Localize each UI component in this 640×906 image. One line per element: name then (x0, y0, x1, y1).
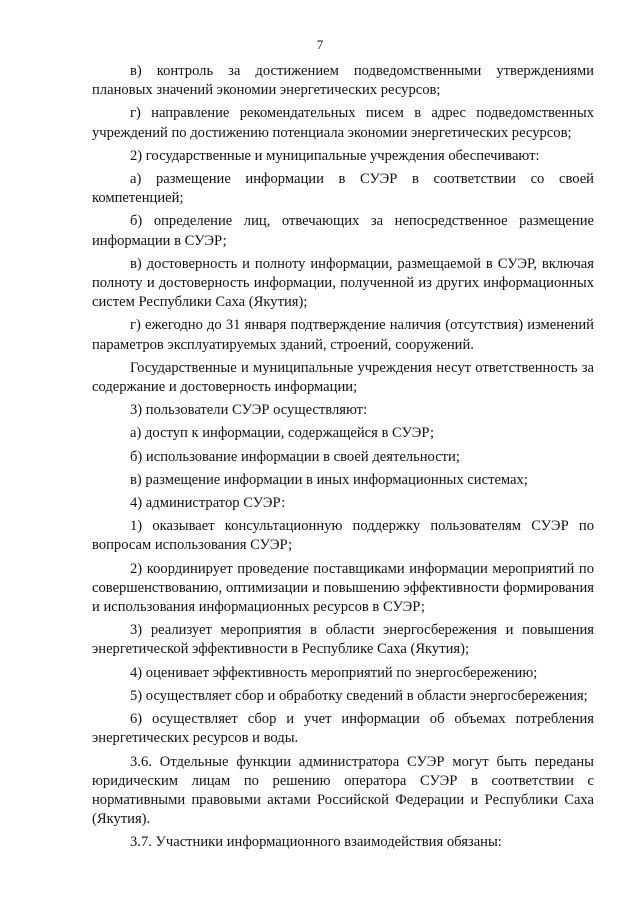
paragraph-users-v: в) размещение информации в иных информационных системах; (130, 471, 528, 488)
paragraph-institutions-provide: 2) государственные и муниципальные учреждения обеспечивают: (130, 147, 540, 164)
paragraph-2g-annual: г) ежегодно до 31 января подтверждение наличия (отсутствия) изменений параметров эксплуатируемых зданий, строений, сооружений. (92, 317, 594, 353)
paragraph-admin-4: 4) оценивает эффективность мероприятий по энергосбережению; (130, 664, 538, 681)
paragraph-users: 3) пользователи СУЭР осуществляют: (130, 402, 368, 419)
paragraph-2a-placement: а) размещение информации в СУЭР в соответствии со своей компетенцией; (92, 171, 594, 207)
paragraph-3v-control: в) контроль за достижением подведомственными утверждениями плановых значений экономии энергетических ресурсов; (92, 63, 594, 99)
document-body (92, 62, 594, 853)
paragraph-users-b: б) использование информации в своей деятельности; (130, 448, 460, 465)
paragraph-3g-letters: г) направление рекомендательных писем в адрес подведомственных учреждений по достижению потенциала экономии энергетических ресурсов; (92, 105, 594, 141)
paragraph-users-a: а) доступ к информации, содержащейся в СУЭР; (130, 425, 435, 442)
paragraph-administrator: 4) администратор СУЭР: (130, 495, 286, 512)
paragraph-admin-1: 1) оказывает консультационную поддержку пользователям СУЭР по вопросам использования СУЭР; (92, 518, 594, 554)
paragraph-admin-2: 2) координирует проведение поставщиками информации мероприятий по совершенствованию, оптимизации и повышению эффективности формирования и использования информационных ресурсов в СУЭР; (92, 560, 594, 616)
paragraph-2b-responsible: б) определение лиц, отвечающих за непосредственное размещение информации в СУЭР; (92, 213, 594, 249)
page-number: 7 (316, 37, 324, 52)
paragraph-admin-3: 3) реализует мероприятия в области энергосбережения и повышения энергетической эффективности в Республике Саха (Якутия); (92, 622, 594, 658)
paragraph-admin-6: 6) осуществляет сбор и учет информации об объемах потребления энергетических ресурсов и воды. (92, 711, 594, 747)
paragraph-admin-5: 5) осуществляет сбор и обработку сведений в области энергосбережения; (130, 687, 588, 704)
paragraph-3-7: 3.7. Участники информационного взаимодействия обязаны: (130, 834, 502, 851)
paragraph-2v-reliability: в) достоверность и полноту информации, размещаемой в СУЭР, включая полноту и достоверность информации, полученной из других информационных систем Республики Саха (Якутия); (92, 255, 594, 311)
paragraph-responsibility: Государственные и муниципальные учреждения несут ответственность за содержание и достоверность информации; (92, 359, 594, 396)
paragraph-3-6: 3.6. Отдельные функции администратора СУЭР могут быть переданы юридическим лицам по решению оператора СУЭР в соответствии с нормативными правовыми актами Российской Федерации и Республики Саха (Якутия). (92, 753, 594, 828)
